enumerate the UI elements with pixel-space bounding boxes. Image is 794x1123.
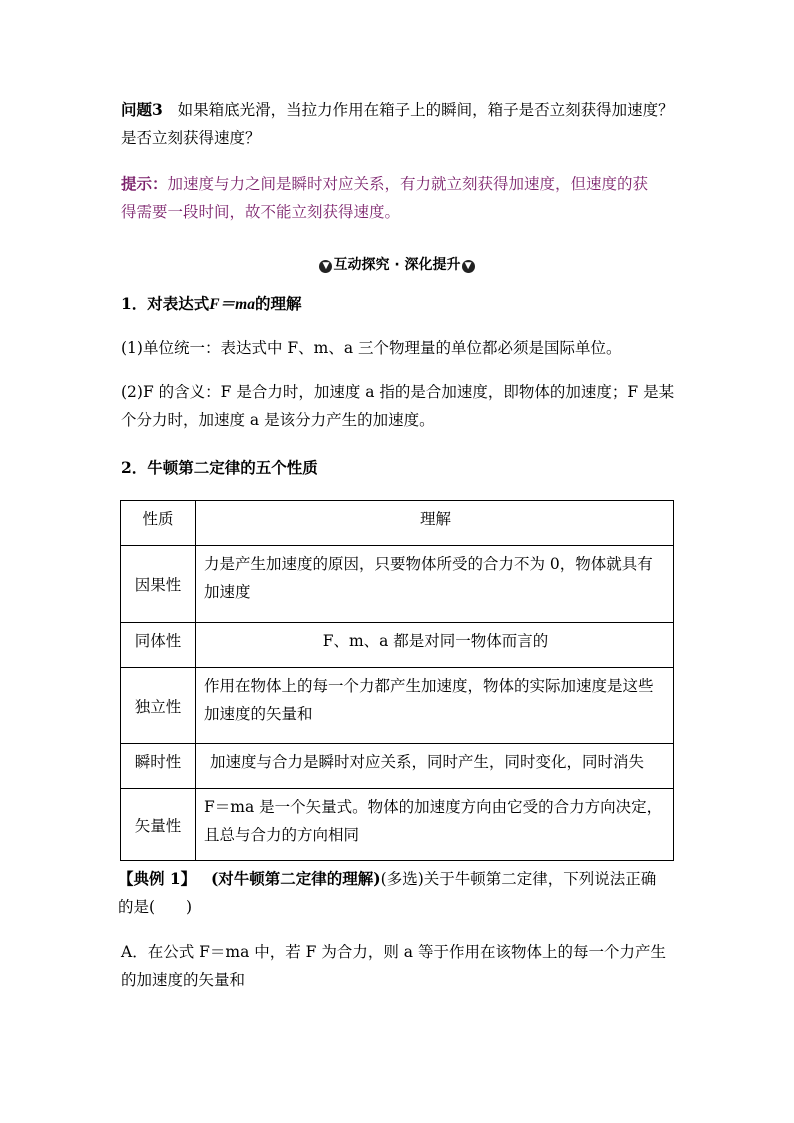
properties-table	[120, 500, 674, 861]
table-key-cell: 瞬时性	[121, 744, 196, 789]
question-line-2: 是否立刻获得速度？	[121, 129, 261, 147]
header-cell: 性质	[121, 501, 196, 546]
table-value-cell	[196, 789, 674, 861]
example-paragraph	[118, 865, 684, 921]
chevron-down-icon: ▼	[462, 260, 475, 273]
hint-label: 提示：	[121, 174, 168, 193]
banner-text: 互动探究 · 深化提升	[333, 257, 461, 273]
table-value-line: 作用在物体上的每一个力都产生加速度，物体的实际加速度是这些	[204, 677, 654, 695]
question-3	[121, 96, 681, 152]
table-header-row	[121, 501, 674, 546]
table-value-line: F＝ma 是一个矢量式。物体的加速度方向由它受的合力方向决定，	[204, 798, 663, 816]
example-topic: (对牛顿第二定律的理解)	[210, 869, 381, 888]
paragraph-2	[121, 378, 681, 434]
paragraph-1: (1)单位统一：表达式中 F、m、a 三个物理量的单位都必须是国际单位。	[121, 339, 622, 357]
table-value-cell	[196, 546, 674, 623]
table-key-cell: 同体性	[121, 623, 196, 668]
table-key-cell: 矢量性	[121, 789, 196, 861]
table-value-line: 加速度	[204, 583, 251, 601]
hint-line-2: 得需要一段时间，故不能立刻获得速度。	[121, 203, 401, 221]
table-row	[121, 789, 674, 861]
header-cell: 理解	[196, 501, 674, 546]
chevron-down-icon: ▼	[319, 260, 332, 273]
table-value-cell: F、m、a 都是对同一物体而言的	[196, 623, 674, 668]
section-banner	[0, 254, 794, 274]
table-row	[121, 744, 674, 789]
question-label: 问题3	[121, 100, 163, 119]
example-line-1: (多选)关于牛顿第二定律，下列说法正确	[380, 870, 657, 888]
section-1-title-text: 1．对表达式	[121, 294, 210, 313]
hint-line-1: 加速度与力之间是瞬时对应关系，有力就立刻获得加速度，但速度的获	[167, 175, 649, 193]
example-label: 【典例 1】	[118, 869, 197, 888]
table-key-cell: 独立性	[121, 668, 196, 744]
table-row	[121, 668, 674, 744]
section-1-title	[121, 290, 681, 319]
table-value-line: 且总与合力的方向相同	[204, 826, 360, 844]
example-line-2: 的是( )	[118, 898, 193, 916]
table-key-cell: 因果性	[121, 546, 196, 623]
hint-paragraph	[121, 170, 681, 226]
table-value-line: 力是产生加速度的原因，只要物体所受的合力不为 0，物体就具有	[204, 555, 653, 573]
option-a-line-2: 的加速度的矢量和	[121, 971, 246, 989]
section-1-title-suffix: 的理解	[254, 294, 302, 313]
section-2-title: 2．牛顿第二定律的五个性质	[121, 458, 318, 477]
question-line-1: 如果箱底光滑，当拉力作用在箱子上的瞬间，箱子是否立刻获得加速度？	[177, 101, 674, 119]
option-a	[121, 938, 681, 994]
table-value-cell: 加速度与合力是瞬时对应关系，同时产生，同时变化，同时消失	[196, 744, 674, 789]
table-value-cell	[196, 668, 674, 744]
formula: F＝ma	[209, 296, 255, 313]
table-row	[121, 546, 674, 623]
paragraph-2-line-2: 个分力时，加速度 a 是该分力产生的加速度。	[121, 411, 435, 429]
paragraph-2-line-1: (2)F 的含义：F 是合力时，加速度 a 指的是合加速度，即物体的加速度；F 是某	[121, 383, 675, 401]
option-a-line-1: A．在公式 F＝ma 中，若 F 为合力，则 a 等于作用在该物体上的每一个力产生	[121, 943, 666, 961]
table-value-line: 加速度的矢量和	[204, 705, 313, 723]
table-row	[121, 623, 674, 668]
